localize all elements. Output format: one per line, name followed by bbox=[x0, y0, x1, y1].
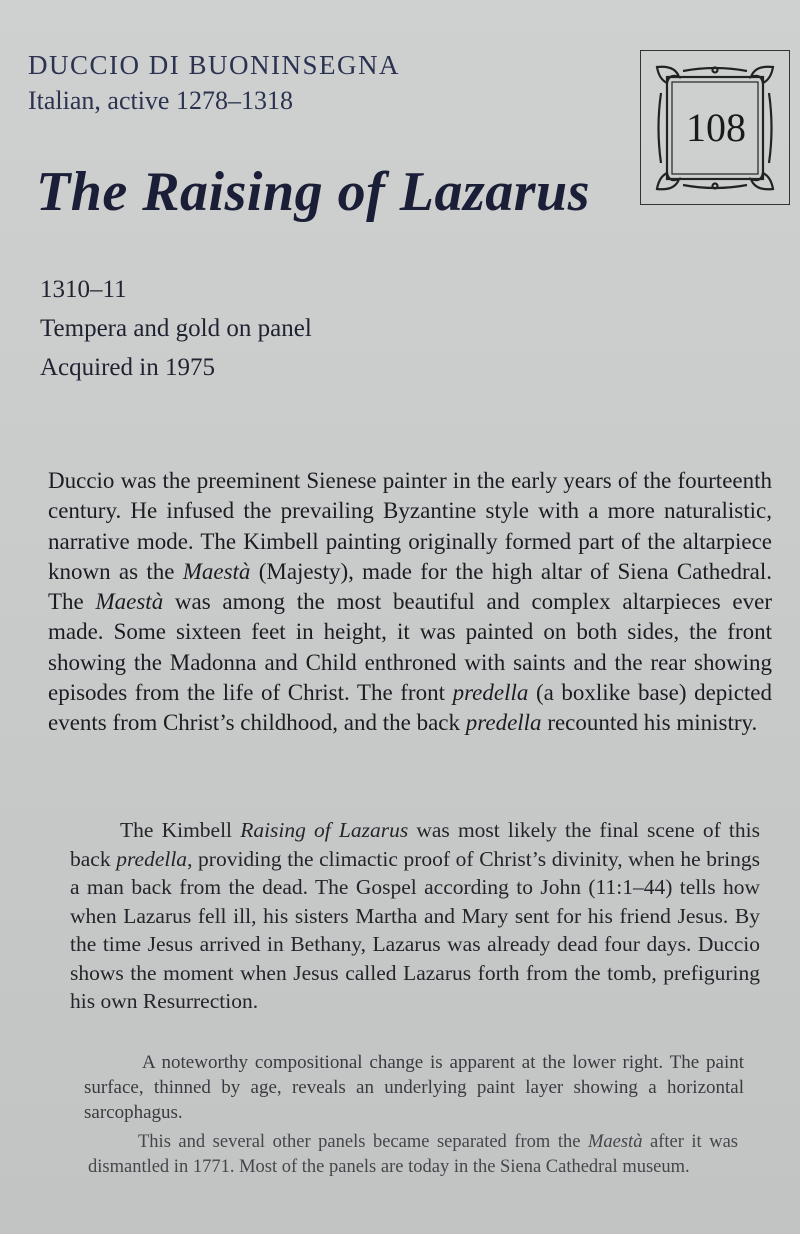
text-run: (Majesty), made for the high altar of Siena Cathedral. The bbox=[48, 558, 772, 615]
text-run: was most likely the final scene of this back bbox=[70, 818, 760, 871]
text-run: A noteworthy compositional change is apparent at the lower right. The paint surface, thinned by age, reveals an underlying paint layer showing a horizontal sarcophagus. bbox=[84, 1052, 744, 1123]
text-run: was among the most beautiful and complex altarpieces ever made. Some sixteen feet in height, it was painted on both sides, the front showing the Madonna and Child enthroned with saints and the rear showing episodes from the life of Christ. The front bbox=[48, 589, 772, 706]
acquisition-info: Acquired in 1975 bbox=[40, 354, 215, 381]
italic-term: Maestà bbox=[95, 589, 164, 615]
italic-term: predella bbox=[116, 846, 188, 871]
italic-term: predella bbox=[465, 710, 542, 736]
artwork-date: 1310–11 bbox=[40, 276, 127, 303]
description-paragraph-1 bbox=[48, 466, 772, 739]
text-run: Duccio was the preeminent Sienese painter in the early years of the fourteenth century. He infused the prevailing Byzantine style with a more naturalistic, narrative mode. The Kimbell painting originally formed part of the altarpiece known as the bbox=[48, 468, 772, 584]
italic-term: Maestà bbox=[182, 558, 251, 584]
italic-term: Raising of Lazarus bbox=[240, 818, 409, 842]
text-run: recounted his ministry. bbox=[541, 710, 758, 736]
text-run: (a boxlike base) depicted events from Christ’s childhood, and the back bbox=[48, 680, 772, 736]
artwork-title: The Raising of Lazarus bbox=[36, 161, 590, 223]
text-run: This and several other panels became separated from the bbox=[138, 1132, 588, 1152]
text-run: The Kimbell bbox=[120, 818, 241, 842]
description-paragraph-2 bbox=[70, 816, 760, 1016]
catalog-number-box bbox=[640, 50, 790, 205]
description-paragraph-3 bbox=[84, 1050, 744, 1125]
artist-name: DUCCIO DI BUONINSEGNA bbox=[28, 50, 400, 80]
text-run: , providing the climactic proof of Christ’s divinity, when he brings a man back from the dead. The Gospel according to John (11:1–44) tells how when Lazarus fell ill, his sisters Martha and Mary sent for his friend Jesus. By the time Jesus arrived in Bethany, Lazarus was already dead four days. Duccio shows the moment when Jesus called Lazarus forth from the tomb, prefiguring his own Resurrection. bbox=[70, 846, 761, 1013]
text-run: after it was dismantled in 1771. Most of the panels are today in the Siena Cathedral museum. bbox=[88, 1132, 738, 1177]
italic-term: Maestà bbox=[587, 1132, 643, 1152]
description-paragraph-4 bbox=[88, 1130, 738, 1180]
artwork-medium: Tempera and gold on panel bbox=[40, 315, 312, 342]
catalog-number: 108 bbox=[686, 105, 746, 150]
italic-term: predella bbox=[452, 680, 529, 706]
artist-nationality: Italian, active 1278–1318 bbox=[28, 86, 293, 115]
